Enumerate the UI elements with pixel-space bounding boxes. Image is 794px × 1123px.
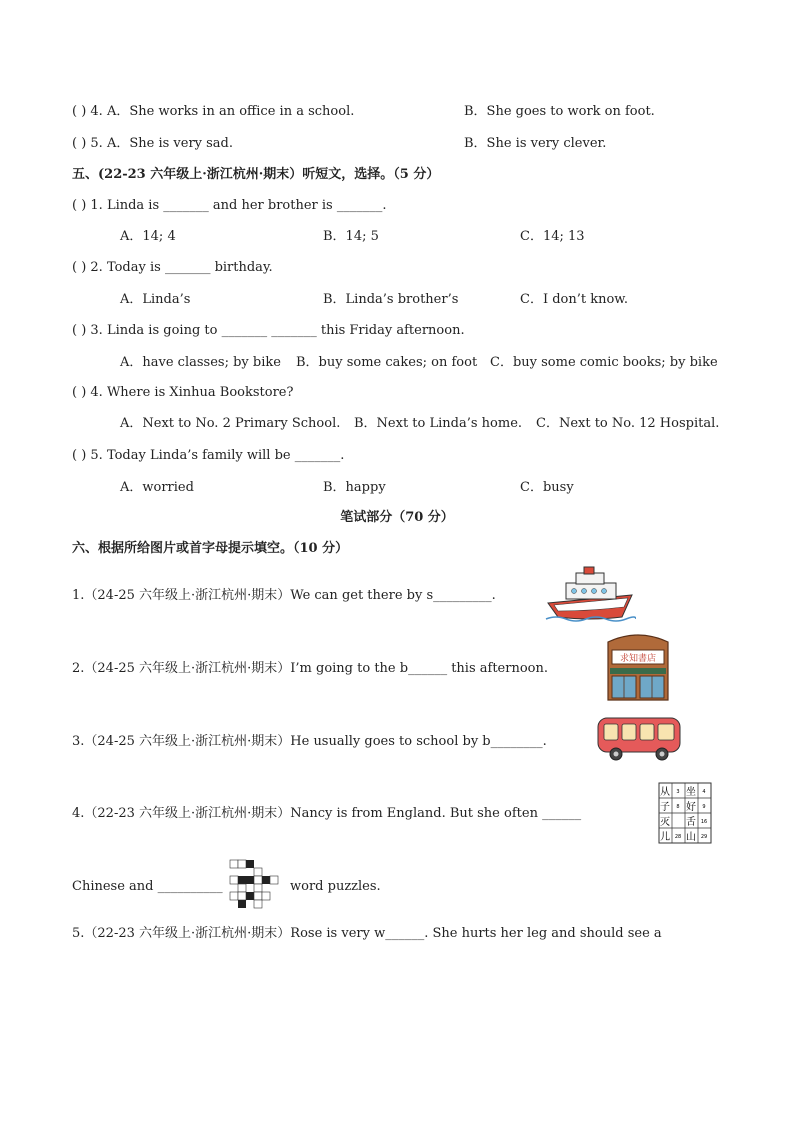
s5-q5-stem: ( ) 5. Today Linda’s family will be _______. (72, 448, 345, 463)
chinese-character-puzzle-icon (658, 782, 712, 844)
svg-text:坐: 坐 (686, 787, 696, 798)
prev-q4-stem: ( ) 4. A．She works in an office in a school. (72, 104, 355, 119)
s5-q1-option-c: C．14; 13 (520, 229, 585, 244)
crossword-puzzle-icon (228, 858, 284, 914)
svg-text:3: 3 (676, 789, 680, 795)
s5-q1-stem: ( ) 1. Linda is _______ and her brother is _______. (72, 198, 387, 213)
s5-q4-option-b: B．Next to Linda’s home. (354, 416, 523, 431)
section6-heading: 六、根据所给图片或首字母提示填空。（10 分） (72, 541, 349, 556)
s5-q5-option-a: A．worried (120, 480, 194, 495)
s6-item4-continued-b: word puzzles. (290, 879, 381, 894)
s5-q3-option-c: C．buy some comic books; by bike (490, 355, 718, 370)
svg-text:28: 28 (674, 834, 682, 840)
s5-q1-option-a: A．14; 4 (120, 229, 176, 244)
prev-q5-option-a: A．She is very sad. (106, 136, 234, 151)
svg-text:9: 9 (702, 804, 706, 810)
svg-text:舌: 舌 (686, 817, 696, 828)
svg-text:29: 29 (700, 834, 708, 840)
prev-q4-option-a: A．She works in an office in a school. (106, 104, 355, 119)
s6-item2: 2.（24-25 六年级上·浙江杭州·期末）I’m going to the b______ this afternoon. (72, 661, 548, 676)
s5-q2-option-c: C．I don’t know. (520, 292, 629, 307)
section5-heading: 五、(22-23 六年级上·浙江杭州·期末）听短文，选择。（5 分） (72, 167, 440, 182)
s6-item5: 5.（22-23 六年级上·浙江杭州·期末）Rose is very w______. She hurts her leg and should see a (72, 926, 662, 941)
svg-text:16: 16 (700, 819, 708, 825)
svg-text:好: 好 (686, 802, 696, 813)
prev-q4-option-b: B．She goes to work on foot. (464, 104, 655, 119)
s5-q2-stem: ( ) 2. Today is _______ birthday. (72, 260, 273, 275)
s6-item4-continued-a: Chinese and __________ (72, 879, 223, 894)
written-part-title: 笔试部分（70 分） (340, 510, 454, 525)
bookstore-icon (602, 630, 674, 704)
bookstore-sign-text: 求知書店 (619, 654, 657, 664)
s5-q2-option-a: A．Linda’s (120, 292, 191, 307)
s5-q5-option-c: C．busy (520, 480, 574, 495)
s5-q3-stem: ( ) 3. Linda is going to _______ _______ this Friday afternoon. (72, 323, 465, 338)
s5-q3-option-b: B．buy some cakes; on foot (296, 355, 478, 370)
prev-q5-option-b: B．She is very clever. (464, 136, 607, 151)
s5-q1-option-b: B．14; 5 (323, 229, 379, 244)
svg-text:山: 山 (686, 832, 696, 843)
s5-q4-stem: ( ) 4. Where is Xinhua Bookstore? (72, 385, 294, 400)
svg-text:从: 从 (660, 787, 670, 798)
s5-q2-option-b: B．Linda’s brother’s (323, 292, 459, 307)
prev-q5-stem: ( ) 5. A．She is very sad. (72, 136, 234, 151)
s6-item3: 3.（24-25 六年级上·浙江杭州·期末）He usually goes to school by b________. (72, 734, 547, 749)
s5-q4-option-c: C．Next to No. 12 Hospital. (536, 416, 720, 431)
bus-icon (596, 714, 684, 762)
svg-text:8: 8 (676, 804, 680, 810)
s5-q4-option-a: A．Next to No. 2 Primary School. (120, 416, 341, 431)
s5-q3-option-a: A．have classes; by bike (120, 355, 281, 370)
svg-text:灭: 灭 (660, 817, 670, 828)
s6-item4: 4.（22-23 六年级上·浙江杭州·期末）Nancy is from England. But she often ______ (72, 806, 582, 821)
svg-text:4: 4 (702, 789, 706, 795)
s6-item1: 1.（24-25 六年级上·浙江杭州·期末）We can get there by s_________. (72, 588, 496, 603)
svg-text:儿: 儿 (660, 832, 670, 843)
ship-icon (544, 565, 636, 623)
svg-text:子: 子 (660, 802, 670, 813)
s5-q5-option-b: B．happy (323, 480, 386, 495)
